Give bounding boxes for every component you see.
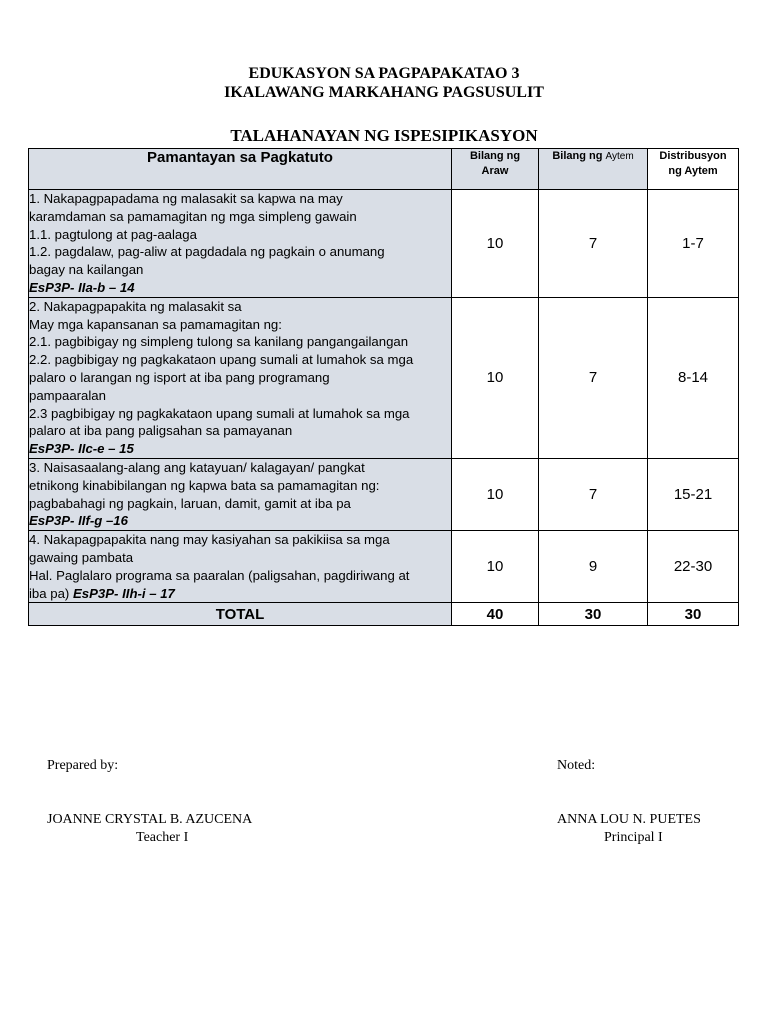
- column-header-days: [452, 149, 539, 190]
- competency-line: 3. Naisasaalang-alang ang katayuan/ kalagayan/ pangkat: [29, 459, 365, 475]
- competency-line: 2.1. pagbibigay ng simpleng tulong sa kanilang pangangailangan: [29, 334, 409, 350]
- distribution-cell: 22-30: [648, 531, 739, 603]
- column-header-distribution-line2: ng Aytem: [668, 165, 718, 177]
- total-days: 40: [452, 603, 539, 626]
- column-header-days-line2: Araw: [481, 165, 509, 177]
- days-cell: 10: [452, 531, 539, 603]
- days-cell: 10: [452, 190, 539, 298]
- distribution-cell: 15-21: [648, 458, 739, 530]
- table-row: [29, 531, 739, 603]
- competency-line: 1. Nakapagpapadama ng malasakit sa kapwa na may: [29, 191, 343, 206]
- competency-code: EsP3P- IIf-g –16: [29, 513, 128, 529]
- competency-line: May mga kapansanan sa pamamagitan ng:: [29, 316, 282, 332]
- total-label: TOTAL: [29, 603, 452, 626]
- competency-code-line: [29, 512, 451, 530]
- exam-title: IKALAWANG MARKAHANG PAGSUSULIT: [224, 84, 544, 101]
- days-cell: 10: [452, 297, 539, 458]
- table-row: [29, 297, 739, 458]
- competency-code: EsP3P- IIc-e – 15: [29, 441, 134, 457]
- competency-line: 2. Nakapagpapakita ng malasakit sa: [29, 298, 242, 314]
- column-header-items-suffix: Aytem: [605, 151, 634, 162]
- competency-line: karamdaman sa pamamagitan ng mga simpleng gawain: [29, 208, 357, 224]
- competency-line: palaro at iba pang paligsahan sa pamayanan: [29, 423, 293, 439]
- noted-name: ANNA LOU N. PUETES: [557, 812, 701, 827]
- competency-code-prefix: iba pa): [29, 585, 73, 601]
- total-distribution: 30: [648, 603, 739, 626]
- competency-cell: [29, 297, 452, 458]
- total-row: [29, 603, 739, 626]
- competency-line: palaro o larangan ng isport at iba pang programang: [29, 369, 330, 385]
- noted-title: Principal I: [604, 830, 663, 845]
- competency-cell: [29, 190, 452, 298]
- subject-title: EDUKASYON SA PAGPAPAKATAO 3: [248, 65, 520, 82]
- items-cell: 9: [539, 531, 648, 603]
- total-items: 30: [539, 603, 648, 626]
- distribution-cell: 8-14: [648, 297, 739, 458]
- days-cell: 10: [452, 458, 539, 530]
- items-cell: 7: [539, 458, 648, 530]
- competency-line: Hal. Paglalaro programa sa paaralan (paligsahan, pagdiriwang at: [29, 567, 410, 583]
- column-header-standard: Pamantayan sa Pagkatuto: [29, 149, 452, 190]
- column-header-distribution-line1: Distribusyon: [659, 150, 727, 162]
- column-header-items-prefix: Bilang ng: [552, 150, 603, 162]
- competency-code-line: [29, 585, 451, 603]
- competency-line: etnikong kinabibilangan ng kapwa bata sa pamamagitan ng:: [29, 477, 380, 493]
- competency-cell: [29, 458, 452, 530]
- table-row: [29, 458, 739, 530]
- table-row: [29, 190, 739, 298]
- items-cell: 7: [539, 297, 648, 458]
- competency-line: 4. Nakapagpapakita nang may kasiyahan sa pakikiisa sa mga: [29, 532, 390, 548]
- competency-line: 2.2. pagbibigay ng pagkakataon upang sumali at lumahok sa mga: [29, 352, 414, 368]
- prepared-name: JOANNE CRYSTAL B. AZUCENA: [47, 812, 253, 827]
- competency-code-line: [29, 440, 451, 458]
- items-cell: 7: [539, 190, 648, 298]
- prepared-title: Teacher I: [136, 830, 189, 845]
- competency-cell: [29, 531, 452, 603]
- prepared-by-label: Prepared by:: [47, 758, 119, 773]
- noted-label: Noted:: [557, 758, 596, 773]
- column-header-days-line1: Bilang ng: [469, 150, 521, 162]
- specification-table: [28, 148, 739, 626]
- competency-line: pampaaralan: [29, 387, 106, 403]
- competency-line: gawaing pambata: [29, 549, 134, 565]
- distribution-cell: 1-7: [648, 190, 739, 298]
- competency-line: 2.3 pagbibigay ng pagkakataon upang sumali at lumahok sa mga: [29, 405, 410, 421]
- competency-code-line: [29, 279, 451, 297]
- column-header-distribution: [648, 149, 739, 190]
- competency-line: 1.2. pagdalaw, pag-aliw at pagdadala ng pagkain o anumang: [29, 244, 385, 260]
- table-title: TALAHANAYAN NG ISPESIPIKASYON: [230, 126, 538, 145]
- column-header-items: [539, 149, 648, 190]
- competency-line: bagay na kailangan: [29, 262, 144, 278]
- competency-line: 1.1. pagtulong at pag-aalaga: [29, 226, 197, 242]
- competency-code: EsP3P- IIh-i – 17: [73, 585, 175, 601]
- competency-code: EsP3P- IIa-b – 14: [29, 279, 135, 295]
- competency-line: pagbabahagi ng pagkain, laruan, damit, gamit at iba pa: [29, 495, 351, 511]
